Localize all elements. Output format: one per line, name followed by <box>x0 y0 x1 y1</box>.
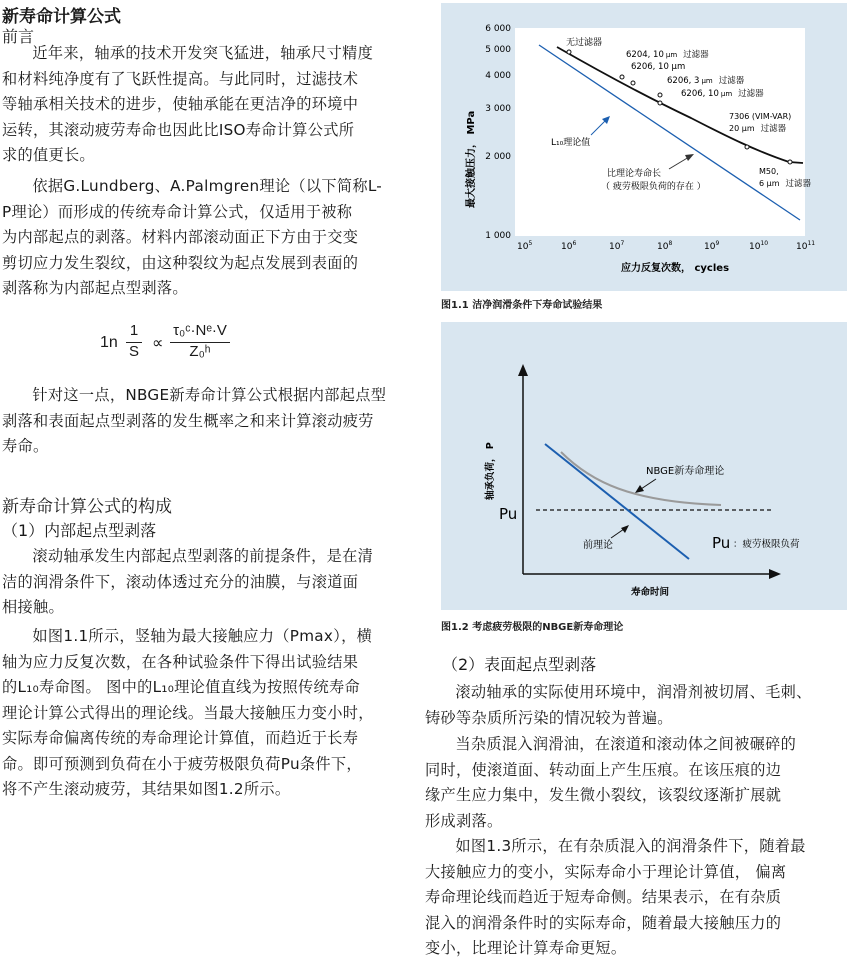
text-line: 变小，比理论计算寿命更短。 <box>425 939 627 957</box>
text-line: 同时，使滚道面、转动面上产生压痕。在该压痕的边 <box>425 760 782 779</box>
annotation-6206-10: 6206, 10 μm <box>631 62 686 72</box>
y-axis-label: 最大接触压力， MPa <box>466 110 477 208</box>
x-axis-arrow-icon <box>769 569 781 579</box>
fatigue-limit-label: （ 疲劳极限负荷的存在 ） <box>601 182 706 192</box>
y-axis-arrow-icon <box>518 364 528 376</box>
y-tick-label: 4 000 <box>485 71 511 81</box>
formula <box>100 322 280 366</box>
formula-prefix: 1n <box>100 334 118 351</box>
nbge-label: NBGE新寿命理论 <box>646 466 725 477</box>
x-axis-label: 应力反复次数， cycles <box>621 263 730 274</box>
text-line: 滚动轴承的实际使用环境中，润滑剂被切屑、毛刺、 <box>455 683 812 701</box>
text-line: 如图1.1所示，竖轴为最大接触应力（Pmax），横 <box>32 627 373 645</box>
y-tick-label: 3 000 <box>485 104 511 114</box>
text-line: 命。即可预测到负荷在小于疲劳极限负荷Pu条件下， <box>2 754 362 773</box>
x-tick-label: $10^9$ <box>704 240 720 252</box>
text-line: 和材料纯净度有了飞跃性提高。与此同时，过滤技术 <box>2 69 359 88</box>
life-test-chart <box>441 3 847 291</box>
y-tick-label: 1 000 <box>485 231 511 241</box>
paragraph-internal-condition <box>2 544 422 621</box>
text-line: 缘产生应力集中，发生微小裂纹，该裂纹逐渐扩展就 <box>425 786 782 804</box>
text-line: 等轴承相关技术的进步，使轴承能在更洁净的环境中 <box>2 95 359 113</box>
subsection-heading-surface: （2）表面起点型剥落 <box>442 655 597 674</box>
old-theory-label: 前理论 <box>583 540 613 551</box>
x-tick-label: $10^5$ <box>517 240 533 252</box>
text-line: 运转，其滚动疲劳寿命也因此比ISO寿命计算公式所 <box>2 120 355 139</box>
text-line: 将不产生滚动疲劳，其结果如图1.2所示。 <box>2 780 291 798</box>
annotation-6204: 6204, 10 μm 过滤器 <box>626 50 709 60</box>
text-line: 求的值更长。 <box>2 146 95 164</box>
nbge-theory-diagram <box>441 322 847 610</box>
text-line: 剥落和表面起点型剥落的发生概率之和来计算滚动疲劳 <box>2 411 374 430</box>
text-line: 当杂质混入润滑油，在滚道和滚动体之间被碾碎的 <box>455 735 797 753</box>
longer-life-label: 比理论寿命长 <box>607 169 662 179</box>
page-title: 新寿命计算公式 <box>2 7 121 27</box>
x-tick-label: $10^6$ <box>561 240 577 252</box>
paragraph-contamination <box>425 680 853 731</box>
section-heading: 新寿命计算公式的构成 <box>2 497 172 517</box>
pu-axis-label: Pu <box>499 505 518 523</box>
annotation-20um: 20 μm 过滤器 <box>729 124 787 134</box>
preface-heading: 前言 <box>2 27 35 46</box>
text-line: 轴为应力反复次数，在各种试验条件下得出试验结果 <box>2 652 359 671</box>
formula-denominator: Z₀ʰ <box>189 343 211 360</box>
pu-legend-symbol: Pu <box>712 534 731 552</box>
data-point <box>658 93 662 97</box>
text-line: 铸砂等杂质所污染的情况较为普遍。 <box>425 708 673 727</box>
paragraph-lp-theory <box>2 174 422 302</box>
annotation-6206-10b: 6206, 10 μm 过滤器 <box>681 89 764 99</box>
old-theory-line <box>545 444 689 559</box>
text-line: 相接触。 <box>2 598 64 616</box>
paragraph-figure-explanation <box>2 624 422 803</box>
data-point <box>658 101 662 105</box>
proportional-symbol: ∝ <box>152 335 164 352</box>
paragraph-contaminated-result <box>425 834 853 962</box>
pu-legend-text: ：疲劳极限负荷 <box>733 539 800 550</box>
x-axis-label: 寿命时间 <box>631 587 670 598</box>
annotation-no-filter: 无过滤器 <box>566 38 603 48</box>
arrow-head-icon <box>635 485 644 493</box>
text-line: 滚动轴承发生内部起点型剥落的前提条件，是在清 <box>32 547 374 565</box>
text-line: 如图1.3所示，在有杂质混入的润滑条件下，随着最 <box>455 837 806 855</box>
annotation-6um: 6 μm 过滤器 <box>759 179 812 189</box>
data-point <box>567 50 571 54</box>
text-line: 剥落称为内部起点型剥落。 <box>2 279 188 297</box>
figure-1-2-caption: 图1.2 考虑疲劳极限的NBGE新寿命理论 <box>441 622 624 633</box>
data-point <box>745 145 749 149</box>
text-line: 实际寿命偏离传统的寿命理论计算值，而趋近于长寿 <box>2 729 359 747</box>
annotation-7306: 7306 (VIM-VAR) <box>729 112 792 121</box>
formula-numerator: τ₀ᶜ·Nᵉ·V <box>173 322 227 339</box>
text-line: 洁的润滑条件下，滚动体透过充分的油膜，与滚道面 <box>2 572 359 591</box>
x-tick-group <box>517 240 815 252</box>
x-tick-label: $10^8$ <box>657 240 673 252</box>
data-point <box>631 81 635 85</box>
formula-fraction-denominator: S <box>128 343 139 360</box>
annotation-6206-3: 6206, 3 μm 过滤器 <box>667 76 745 86</box>
paragraph-nbge <box>2 383 422 460</box>
x-tick-label: $10^{10}$ <box>749 240 769 252</box>
formula-fraction-numerator: 1 <box>129 322 139 339</box>
figure-1-1-caption: 图1.1 洁净润滑条件下寿命试验结果 <box>441 300 603 311</box>
paragraph-intro <box>2 41 422 169</box>
text-line: P理论）而形成的传统寿命计算公式，仅适用于被称 <box>2 202 353 221</box>
data-point <box>620 75 624 79</box>
text-line: 剪切应力发生裂纹，由这种裂纹为起点发展到表面的 <box>2 253 359 272</box>
subsection-heading-internal: （1）内部起点型剥落 <box>2 521 157 540</box>
data-point <box>788 160 792 164</box>
x-tick-label: $10^7$ <box>609 240 625 252</box>
text-line: 近年来，轴承的技术开发突飞猛进，轴承尺寸精度 <box>32 44 374 62</box>
text-line: 寿命。 <box>2 437 49 455</box>
paragraph-indentation <box>425 732 853 834</box>
text-line: 理论计算公式得出的理论线。当最大接触压力变小时， <box>2 703 374 722</box>
y-tick-label: 6 000 <box>485 24 511 34</box>
y-tick-label: 2 000 <box>485 152 511 162</box>
nbge-arrow-line <box>641 479 656 489</box>
text-line: 依据G.Lundberg、A.Palmgren理论（以下简称L- <box>32 177 383 195</box>
text-line: 寿命理论线而趋近于短寿命侧。结果表示，在有杂质 <box>425 888 782 906</box>
y-tick-label: 5 000 <box>485 45 511 55</box>
x-tick-label: $10^{11}$ <box>796 240 816 252</box>
text-line: 为内部起点的剥落。材料内部滚动面正下方由于交变 <box>2 228 359 246</box>
text-line: 大接触应力的变小，实际寿命小于理论计算值， 偏离 <box>425 862 787 881</box>
text-line: 形成剥落。 <box>425 811 503 830</box>
annotation-m50: M50, <box>759 167 779 176</box>
text-line: 的L₁₀寿命图。 图中的L₁₀理论值直线为按照传统寿命 <box>2 678 360 696</box>
y-axis-label: 轴承负荷， P <box>485 442 496 500</box>
figure-1-2-panel <box>441 322 847 610</box>
text-line: 混入的润滑条件时的实际寿命，随着最大接触压力的 <box>425 913 782 932</box>
nbge-theory-curve <box>561 452 721 505</box>
text-line: 针对这一点，NBGE新寿命计算公式根据内部起点型 <box>32 386 387 404</box>
arrow-head-icon <box>621 525 629 533</box>
l10-label: L₁₀理论值 <box>551 138 591 148</box>
figure-1-1-panel <box>441 3 847 291</box>
old-theory-arrow-line <box>611 529 624 538</box>
